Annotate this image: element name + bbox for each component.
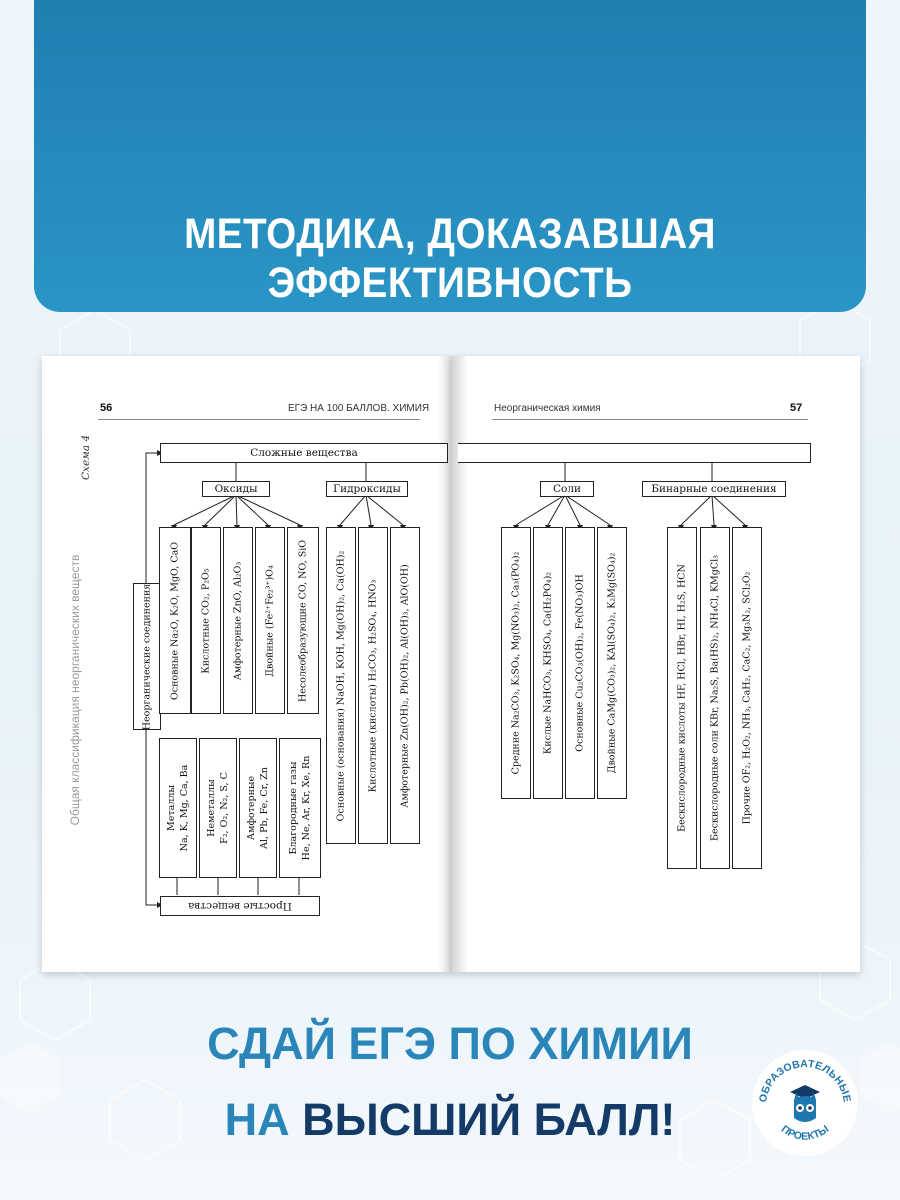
binary-item-text: Прочие OF₂, H₂O₂, NH₃, CaH₂, CaC₂, Mg₃N₂, SCl₂O₂	[741, 571, 753, 825]
complex-substances-label: Сложные вещества	[250, 447, 358, 459]
right-page-number: 57	[790, 402, 803, 414]
hydroxide-item	[390, 527, 420, 844]
binary-item-text: Бескислородные соли KBr, Na₂S, Ba(HS)₂, NH₄Cl, KMgCl₃	[709, 555, 721, 841]
oxides-box: Оксиды	[202, 481, 270, 497]
salt-item-text: Средние Na₂CO₃, K₂SO₄, Mg(NO₃)₂, Ca₃(PO₄)₂	[510, 551, 522, 775]
oxide-item-text: Амфотерные ZnO, Al₂O₃	[232, 561, 244, 680]
binary-box: Бинарные соединения	[642, 481, 786, 497]
simple-item-title: Металлы	[166, 785, 177, 831]
schema-label: Схема 4	[80, 434, 92, 480]
salt-item-text: Кислые NaHCO₃, KHSO₄, Ca(H₂PO₄)₂	[542, 571, 554, 755]
simple-substances-box: Простые вещества	[160, 896, 320, 916]
complex-substances-box-left	[160, 443, 448, 463]
oxide-item	[255, 527, 285, 714]
inorganic-compounds-box	[133, 583, 161, 730]
right-running-head: Неорганическая химия	[494, 403, 601, 414]
binary-item-text: Бескислородные кислоты HF, HCl, HBr, HI, H₂S, HCN	[676, 564, 688, 832]
oxide-item	[223, 527, 253, 714]
slogan-prefix: НА	[224, 1094, 290, 1145]
side-title-text: Общая классификация неорганических веществ	[68, 554, 82, 826]
oxide-item-text: Несолеобразующие CO, NO, SiO	[297, 539, 309, 702]
binary-item	[732, 527, 762, 869]
simple-item	[239, 738, 277, 878]
salt-item-text: Основные Cu₂CO₃(OH)₂, Fe(NO₃)OH	[574, 574, 586, 752]
salts-box: Соли	[540, 481, 594, 497]
oxide-item-text: Основные Na₂O, K₂O, MgO, CaO	[169, 541, 181, 700]
svg-text:ПРОЕКТЫ: ПРОЕКТЫ	[778, 1123, 832, 1143]
simple-item-examples: F₂, O₂, N₂, S, C	[219, 772, 230, 844]
slogan-highlight: ВЫСШИЙ БАЛЛ!	[302, 1094, 676, 1145]
hydroxide-item	[358, 527, 388, 844]
hydroxide-item-text: Кислотные (кислоты) H₂CO₃, H₂SO₄, HNO₃	[367, 579, 379, 792]
simple-item-text	[245, 767, 271, 849]
complex-substances-box-right	[458, 443, 811, 463]
oxide-item-text: Кислотные CO₂, P₂O₅	[200, 567, 212, 674]
simple-item	[159, 738, 197, 878]
hydroxide-item-text: Амфотерные Zn(OH)₂, Pb(OH)₂, Al(OH)₃, AlO(OH)	[399, 563, 411, 808]
simple-item-title: Амфотерные	[246, 775, 257, 841]
hydroxide-item	[326, 527, 356, 844]
left-page-number: 56	[100, 402, 113, 414]
svg-text:ОБРАЗОВАТЕЛЬНЫЕ: ОБРАЗОВАТЕЛЬНЫЕ	[757, 1057, 853, 1104]
simple-item-title: Неметаллы	[206, 779, 217, 837]
slogan-line-1: СДАЙ ЕГЭ ПО ХИМИИ	[207, 1018, 693, 1069]
inorganic-compounds-label: Неорганические соединения	[141, 583, 153, 730]
simple-item-examples: He, Ne, Ar, Kr, Xe, Rn	[301, 755, 312, 861]
salt-item	[533, 527, 563, 799]
left-running-head: ЕГЭ НА 100 БАЛЛОВ. ХИМИЯ	[288, 403, 430, 414]
oxide-item	[159, 527, 191, 714]
oxide-item-text: Двойные (Fe²⁺Fe₂³⁺)O₄	[264, 564, 276, 677]
binary-item	[700, 527, 730, 869]
simple-item	[279, 738, 321, 878]
oxide-item	[287, 527, 319, 714]
simple-item-examples: Na, K, Mg, Ca, Ba	[179, 764, 190, 852]
publisher-logo	[750, 1048, 860, 1158]
simple-item-examples: Al, Pb, Fe, Cr, Zn	[259, 767, 270, 849]
oxide-item	[191, 527, 221, 714]
salt-item	[501, 527, 531, 799]
hydroxides-box: Гидроксиды	[326, 481, 408, 497]
salt-item	[565, 527, 595, 799]
simple-item-text	[165, 765, 191, 852]
simple-item-text	[205, 772, 231, 844]
hydroxide-item-text: Основные (основания) NaOH, KOH, Mg(OH)₂, Ca(OH)₂	[335, 550, 347, 821]
simple-item	[199, 738, 237, 878]
banner-title: МЕТОДИКА, ДОКАЗАВШАЯ ЭФФЕКТИВНОСТЬ	[184, 210, 716, 307]
binary-item	[667, 527, 697, 869]
simple-item-text	[287, 756, 313, 861]
salt-item-text: Двойные CaMg(CO₃)₂, KAl(SO₄)₂, K₂Mg(SO₄)₂	[606, 552, 618, 774]
salt-item	[597, 527, 627, 799]
simple-item-title: Благородные газы	[288, 761, 299, 855]
